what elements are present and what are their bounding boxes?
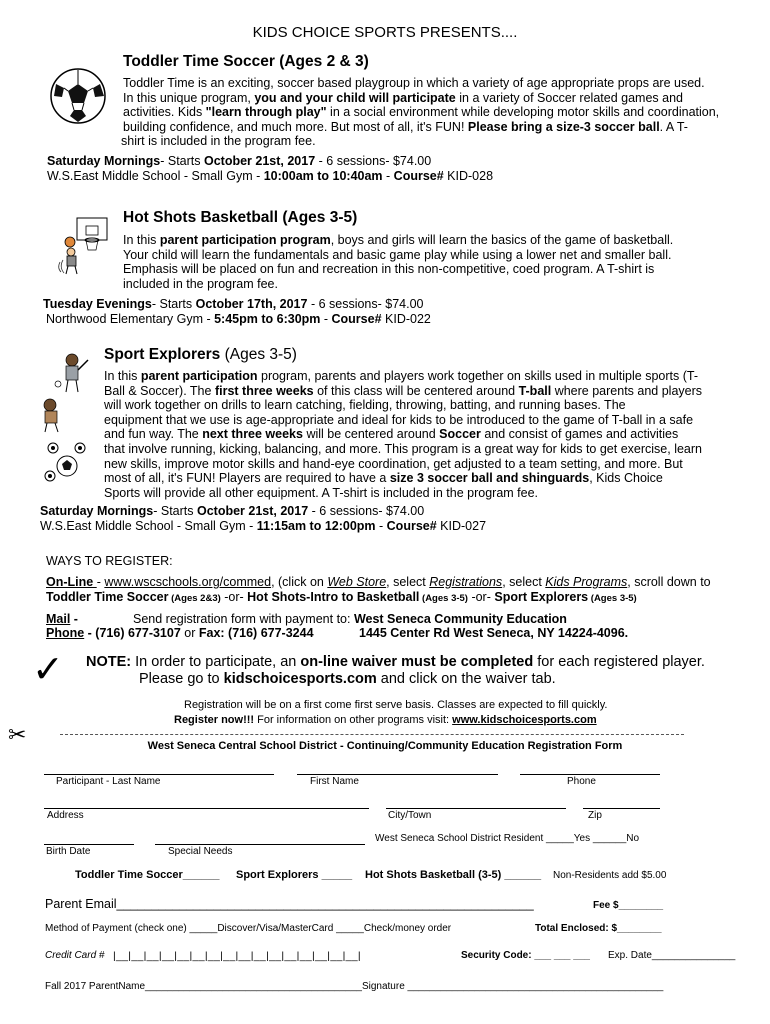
city-field[interactable] <box>386 808 566 809</box>
soccer-schedule: Saturday Mornings- Starts October 21st, 2017 - 6 sessions- $74.00 W.S.East Middle School - Small Gym - 10:00am to 10:40am - Course# KID-028 <box>47 154 494 183</box>
option-toddler-soccer[interactable]: Toddler Time Soccer______ <box>75 869 220 881</box>
cut-line <box>60 734 684 735</box>
security-code-field[interactable]: Security Code: ___ ___ ___ <box>461 950 590 961</box>
explorers-schedule: Saturday Mornings- Starts October 21st, 2017 - 6 sessions- $74.00 W.S.East Middle School - Small Gym - 11:15am to 12:00pm - Course# KID-027 <box>40 504 487 533</box>
basketball-schedule: Tuesday Evenings- Starts October 17th, 2017 - 6 sessions- $74.00 Northwood Elementary Gym - 5:45pm to 6:30pm - Course# KID-022 <box>43 297 431 326</box>
non-resident-fee-note: Non-Residents add $5.00 <box>553 870 667 881</box>
address-label: Address <box>47 810 84 821</box>
register-online: On-Line - www.wscschools.org/commed, (click on Web Store, select Registrations, select Kids Programs, scroll down to <box>46 575 711 589</box>
total-enclosed-field[interactable]: Total Enclosed: $________ <box>535 923 662 934</box>
fee-field[interactable]: Fee $________ <box>593 900 664 911</box>
option-hot-shots-basketball[interactable]: Hot Shots Basketball (3-5) ______ <box>365 869 542 881</box>
explorers-title: Sport Explorers (Ages 3-5) <box>104 346 297 363</box>
signature-line[interactable]: Fall 2017 ParentName_______________________________________Signature ______________________________________________ <box>45 981 664 992</box>
soccer-title: Toddler Time Soccer (Ages 2 & 3) <box>123 53 369 70</box>
scissors-icon: ✂ <box>8 722 27 747</box>
exp-date-field[interactable]: Exp. Date_______________ <box>608 950 736 961</box>
soccer-ball-icon <box>48 66 108 128</box>
register-heading: WAYS TO REGISTER: <box>46 554 173 568</box>
payment-method[interactable]: Method of Payment (check one) _____Discover/Visa/MasterCard _____Check/money order <box>45 923 452 934</box>
soccer-description: Toddler Time is an exciting, soccer based playgroup in which a variety of age appropriate props are used. In this unique program, you and your child will participate in a variety of Soccer related games and activities. Kids "learn through play" in a social environment while developing motor skills and coordination, building confidence, and much more. But most of all, it's FUN! Please bring a size-3 soccer ball. A T- shirt is included in the program fee. <box>121 76 720 149</box>
zip-label: Zip <box>588 810 602 821</box>
address-field[interactable] <box>44 808 369 809</box>
explorers-description: In this parent participation program, parents and players work together on skills used in multiple sports (T- Ball & Soccer). The first three weeks of this class will be centered around T-ball where parents and players will work together on drills to learn catching, fielding, throwing, batting, and running bases. The equipment that we use is age-appropriate and ideal for kids to be introduced to the game of T-ball in a safe and fun way. The next three weeks will be centered around Soccer and consist of games and activities that involve running, kicking, balancing, and more. This program is a great way for kids to get exercise, learn new skills, improve motor skills and hand-eye coordination, get adjusted to a team setting, and more. But most of all, it's FUN! Players are required to have a size 3 soccer ball and shinguards, Kids Choice Sports will provide all other equipment. A T-shirt is included in the program fee. <box>104 369 703 500</box>
register-address: 1445 Center Rd West Seneca, NY 14224-4096. <box>359 626 629 640</box>
first-name-field[interactable] <box>297 774 498 775</box>
credit-card-field[interactable]: |__|__|__|__|__|__|__|__|__|__|__|__|__|__|__|__| <box>113 950 361 962</box>
basketball-player-icon <box>55 212 115 278</box>
last-name-label: Participant - Last Name <box>56 776 161 787</box>
register-mail-text: Send registration form with payment to: West Seneca Community Education <box>133 612 567 626</box>
basketball-title: Hot Shots Basketball (Ages 3-5) <box>123 209 358 226</box>
city-label: City/Town <box>388 810 432 821</box>
register-mail: Mail - <box>46 612 78 626</box>
option-sport-explorers[interactable]: Sport Explorers _____ <box>236 869 353 881</box>
phone-label: Phone <box>567 776 596 787</box>
page-header: KIDS CHOICE SPORTS PRESENTS.... <box>252 24 518 41</box>
special-needs-field[interactable] <box>155 844 365 845</box>
special-needs-label: Special Needs <box>168 846 233 857</box>
basketball-description: In this parent participation program, boys and girls will learn the basics of the game of basketball. Your child will learn the fundamentals and basic game play while using a lower net and smaller ball. Emphasis will be placed on fun and recreation in this non-competitive, coed program. A T-shirt is included in the program fee. <box>123 233 674 291</box>
first-name-label: First Name <box>310 776 359 787</box>
parent-email-field[interactable]: Parent Email____________________________________________________________ <box>45 897 534 911</box>
register-phone: Phone - (716) 677-3107 or Fax: (716) 677-3244 <box>46 626 314 640</box>
note-text: NOTE: In order to participate, an on-line waiver must be completed for each registered player. Please go to kidschoicesports.com and click on the waiver tab. <box>86 654 705 687</box>
wscschools-link[interactable]: www.wscschools.org/commed <box>104 575 272 589</box>
registration-info: Registration will be on a first come first serve basis. Classes are expected to fill quickly. Register now!!! For information on other programs visit: www.kidschoicesports.com <box>174 699 608 726</box>
form-title: West Seneca Central School District - Continuing/Community Education Registration Form <box>147 740 623 752</box>
birth-date-field[interactable] <box>44 844 134 845</box>
credit-card-label: Credit Card # <box>45 950 105 961</box>
last-name-field[interactable] <box>44 774 274 775</box>
zip-field[interactable] <box>583 808 660 809</box>
phone-field[interactable] <box>520 774 660 775</box>
resident-question[interactable]: West Seneca School District Resident _____Yes ______No <box>375 833 640 844</box>
sport-explorers-kids-icon <box>40 350 98 492</box>
checkmark-icon: ✓ <box>32 649 64 691</box>
kidschoicesports-link[interactable]: www.kidschoicesports.com <box>452 714 597 726</box>
birth-date-label: Birth Date <box>46 846 91 857</box>
register-programs: Toddler Time Soccer (Ages 2&3) -or- Hot Shots-Intro to Basketball (Ages 3-5) -or- Sport Explorers (Ages 3-5) <box>46 590 637 604</box>
